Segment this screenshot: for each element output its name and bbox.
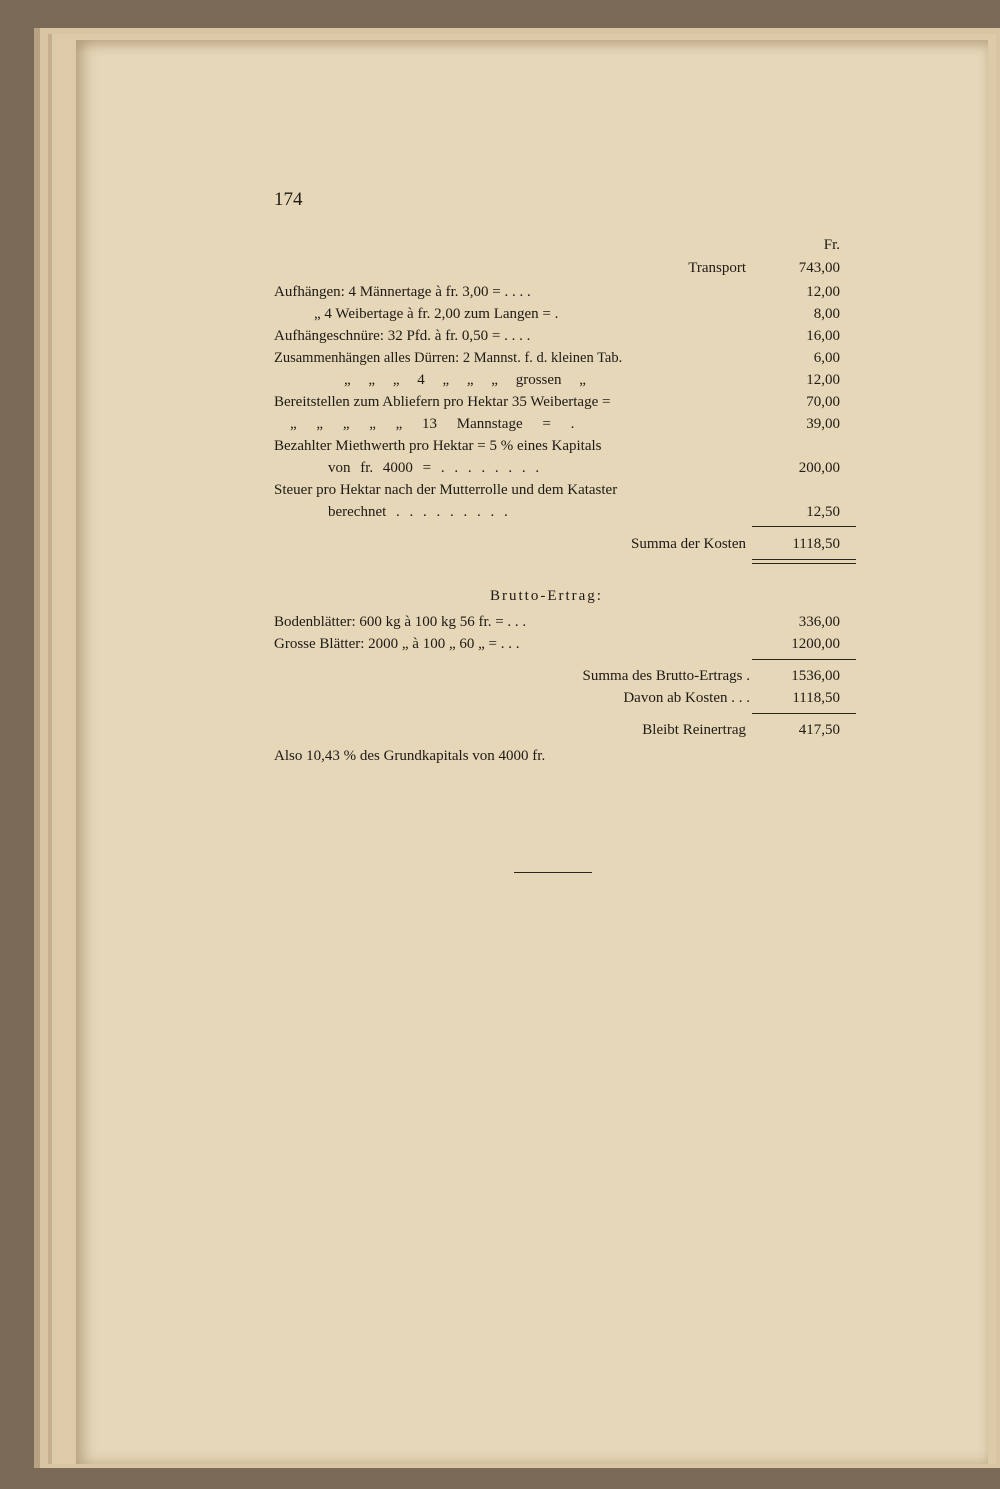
also-line: Also 10,43 % des Grundkapitals von 4000 fr. [274,748,546,764]
reinertrag-label: Bleibt Reinertrag [642,722,746,738]
row-text: „ „ „ 4 „ „ „ grossen „ [344,372,586,388]
transport-label: Transport [688,260,746,276]
row-text: Aufhängeschnüre: 32 Pfd. à fr. 0,50 = . . . . [274,328,531,344]
double-rule-bottom [752,563,856,564]
sum-rule [752,526,856,527]
brutto-row-text: Bodenblätter: 600 kg à 100 kg 56 fr. = . . . [274,614,527,630]
row-text: Bezahlter Miethwerth pro Hektar = 5 % eines Kapitals [274,438,602,454]
davon-label: Davon ab Kosten . . . [623,690,750,706]
summa-brutto-value: 1536,00 [791,668,840,684]
brutto-row-value: 1200,00 [791,636,840,652]
transport-value: 743,00 [798,260,840,276]
brutto-heading: Brutto-Ertrag: [490,588,603,604]
row-text: Zusammenhängen alles Dürren: 2 Mannst. f. d. kleinen Tab. [274,350,623,366]
row-value: 16,00 [806,328,840,344]
row-text: „ 4 Weibertage à fr. 2,00 zum Langen = . [314,306,559,322]
summa-kosten-value: 1118,50 [792,536,840,552]
closing-rule [514,872,592,873]
row-text: Steuer pro Hektar nach der Mutterrolle und dem Kataster [274,482,618,498]
row-value: 12,50 [806,504,840,520]
row-text: berechnet . . . . . . . . . [328,504,508,520]
row-value: 12,00 [806,284,840,300]
brutto-sum-rule [752,659,856,660]
row-text: Bereitstellen zum Abliefern pro Hektar 35 Weibertage = [274,394,611,410]
row-text: „ „ „ „ „ 13 Mannstage = . [290,416,575,432]
reinertrag-rule [752,713,856,714]
row-value: 39,00 [806,416,840,432]
row-value: 12,00 [806,372,840,388]
summa-kosten-label: Summa der Kosten [631,536,746,552]
row-text: Aufhängen: 4 Männertage à fr. 3,00 = . . . . [274,284,531,300]
row-value: 8,00 [813,306,840,322]
brutto-row-text: Grosse Blätter: 2000 „ à 100 „ 60 „ = . . . [274,636,520,652]
page-number: 174 [274,189,303,210]
currency-header: Fr. [823,237,840,253]
row-text: von fr. 4000 = . . . . . . . . [328,460,540,476]
double-rule-top [752,559,856,560]
row-value: 6,00 [813,350,840,366]
davon-value: 1118,50 [792,690,840,706]
row-value: 200,00 [798,460,840,476]
reinertrag-value: 417,50 [798,722,840,738]
row-value: 70,00 [806,394,840,410]
brutto-row-value: 336,00 [798,614,840,630]
summa-brutto-label: Summa des Brutto-Ertrags . [582,668,750,684]
